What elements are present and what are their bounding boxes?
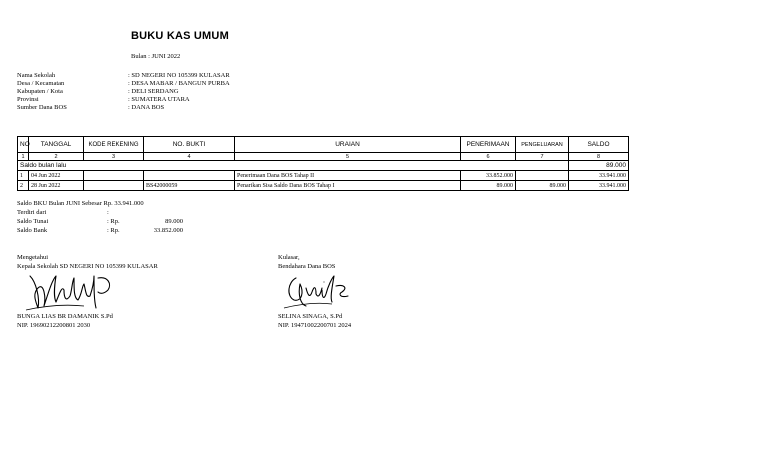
table-header-row: [18, 137, 629, 153]
signature-left-caption: Mengetahui: [17, 254, 49, 261]
col-header-tanggal: TANGGAL: [29, 137, 84, 153]
cell-pengeluaran: [516, 171, 569, 181]
opening-balance-label: Saldo bulan lalu: [18, 161, 569, 171]
info-value: : DESA MABAR / BANGUN PURBA: [128, 80, 230, 87]
report-month: Bulan : JUNI 2022: [131, 53, 181, 60]
signature-right-name: SELINA SINAGA, S.Pd: [278, 313, 343, 320]
column-number-row: [18, 153, 629, 161]
school-info-labels: [17, 72, 67, 112]
cell-penerimaan: 89.000: [461, 181, 516, 191]
cell-kode: [84, 171, 144, 181]
col-header-uraian: URAIAN: [235, 137, 461, 153]
column-number: 2: [29, 153, 84, 161]
signature-right-role: Bendahara Dana BOS: [278, 263, 336, 270]
signature-left-nip: NIP. 19690212200801 2030: [17, 322, 91, 329]
info-value: : SUMATERA UTARA: [128, 96, 190, 103]
cash-balance-currency: : Rp.: [107, 218, 120, 225]
col-header-pengeluaran: PENGELUARAN: [516, 137, 569, 153]
document-title: BUKU KAS UMUM: [131, 30, 229, 42]
signature-right-nip: NIP. 19471002200701 2024: [278, 322, 352, 329]
info-value: : DELI SERDANG: [128, 88, 179, 95]
cell-tanggal: 28 Jun 2022: [29, 181, 84, 191]
cell-kode: [84, 181, 144, 191]
col-header-saldo: SALDO: [569, 137, 629, 153]
cash-book-table: [17, 136, 629, 191]
terdiri-label: Terdiri dari: [17, 209, 47, 216]
signature-left-name: BUNGA LIAS BR DAMANIK S.Pd: [17, 313, 113, 320]
column-number: 7: [516, 153, 569, 161]
school-info-values: [128, 72, 230, 112]
info-label: Sumber Dana BOS: [17, 104, 67, 111]
table-row: [18, 171, 629, 181]
terdiri-colon: :: [107, 209, 109, 216]
cell-no: 2: [18, 181, 29, 191]
opening-balance-row: [18, 161, 629, 171]
cell-penerimaan: 33.852.000: [461, 171, 516, 181]
cell-tanggal: 04 Jun 2022: [29, 171, 84, 181]
cash-balance-label: Saldo Tunai: [17, 218, 49, 225]
col-header-no-bukti: NO. BUKTI: [144, 137, 235, 153]
column-number: 5: [235, 153, 461, 161]
col-header-kode-rekening: KODE REKENING: [84, 137, 144, 153]
column-number: 3: [84, 153, 144, 161]
table-row: [18, 181, 629, 191]
cell-no: 1: [18, 171, 29, 181]
info-label: Provinsi: [17, 96, 39, 103]
bank-balance-currency: : Rp.: [107, 227, 120, 234]
cell-bukti: [144, 171, 235, 181]
cell-uraian: Penarikan Sisa Saldo Dana BOS Tahap I: [235, 181, 461, 191]
info-value: : SD NEGERI NO 105399 KULASAR: [128, 72, 230, 79]
cell-saldo: 33.941.000: [569, 171, 629, 181]
column-number: 8: [569, 153, 629, 161]
cell-bukti: BS42000059: [144, 181, 235, 191]
info-label: Nama Sekolah: [17, 72, 56, 79]
info-label: Kabupaten / Kota: [17, 88, 63, 95]
cash-balance-value: 89.000: [165, 218, 183, 225]
col-header-no: NO: [18, 137, 29, 153]
bank-balance-label: Saldo Bank: [17, 227, 48, 234]
column-number: 1: [18, 153, 29, 161]
opening-balance-value: 89.000: [569, 161, 629, 171]
cell-uraian: Penerimaan Dana BOS Tahap II: [235, 171, 461, 181]
info-label: Desa / Kecamatan: [17, 80, 65, 87]
handwritten-signature-left: [24, 268, 124, 314]
info-value: : DANA BOS: [128, 104, 165, 111]
column-number: 6: [461, 153, 516, 161]
column-number: 4: [144, 153, 235, 161]
handwritten-signature-right: [282, 268, 362, 314]
signature-right-caption: Kulasar,: [278, 254, 300, 261]
cell-pengeluaran: 89.000: [516, 181, 569, 191]
col-header-penerimaan: PENERIMAAN: [461, 137, 516, 153]
bank-balance-value: 33.852.000: [153, 227, 183, 234]
cell-saldo: 33.941.000: [569, 181, 629, 191]
balance-summary-text: Saldo BKU Bulan JUNI Sebesar Rp. 33.941.000: [17, 200, 144, 207]
signature-left-role: Kepala Sekolah SD NEGERI NO 105399 KULASAR: [17, 263, 158, 270]
